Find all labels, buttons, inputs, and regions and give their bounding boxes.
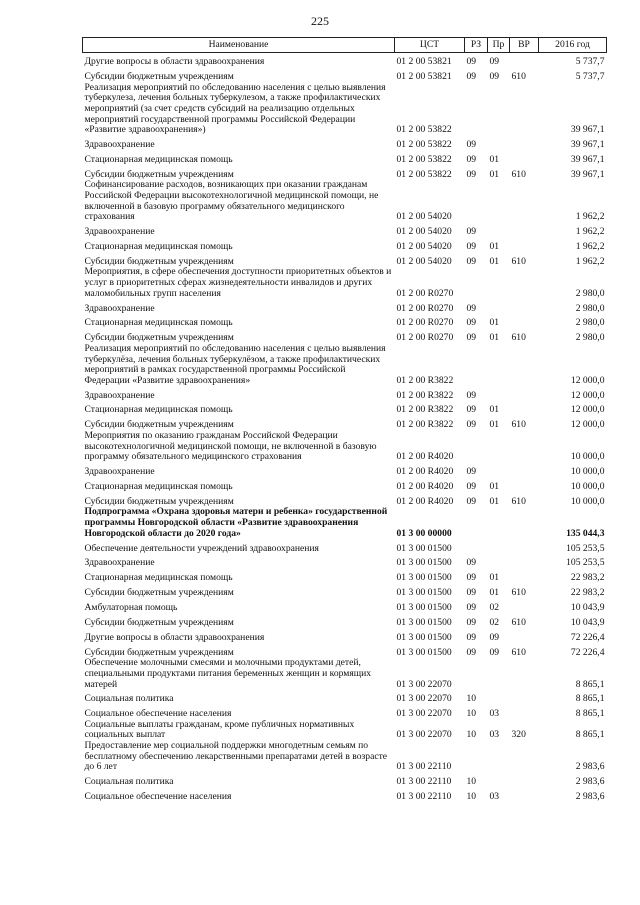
row-vr-code <box>510 507 539 539</box>
row-pr-code <box>488 554 510 569</box>
row-rz-code: 09 <box>466 466 477 478</box>
row-amount: 8 865,1 <box>575 693 605 705</box>
row-cst-code: 01 3 00 22110 <box>396 761 452 773</box>
row-rz-code: 10 <box>466 791 477 803</box>
table-row <box>83 493 607 508</box>
row-rz-code <box>465 83 488 136</box>
row-amount: 22 983,2 <box>570 572 605 584</box>
table-row <box>83 136 607 151</box>
row-cst-code: 01 2 00 R0270 <box>396 317 454 329</box>
row-cst-code: 01 3 00 22110 <box>396 776 452 788</box>
row-amount: 39 967,1 <box>570 153 605 165</box>
row-cst-code: 01 2 00 R3822 <box>396 374 454 386</box>
row-amount: 5 737,7 <box>575 56 605 68</box>
row-name: Другие вопросы в области здравоохранения <box>84 631 265 643</box>
row-vr-code <box>510 690 539 705</box>
row-amount: 2 983,6 <box>575 791 605 803</box>
row-vr-code: 610 <box>511 332 526 344</box>
row-rz-code: 10 <box>466 693 477 705</box>
row-cst-code: 01 2 00 53822 <box>396 124 452 136</box>
row-amount: 10 043,9 <box>570 602 605 614</box>
row-rz-code: 09 <box>466 404 477 416</box>
row-amount: 10 000,0 <box>570 480 605 492</box>
row-vr-code <box>510 53 539 68</box>
row-name: Социальное обеспечение населения <box>84 708 232 720</box>
row-name: Предоставление мер социальной поддержки многодетным семьям по бесплатному обеспечению лекарственными препаратами детей в возрасте до 6 лет <box>84 741 388 773</box>
row-pr-code <box>488 690 510 705</box>
row-pr-code <box>488 463 510 478</box>
table-row <box>83 584 607 599</box>
table-row <box>83 463 607 478</box>
table-row <box>83 741 607 773</box>
row-amount: 8 865,1 <box>575 708 605 720</box>
row-vr-code <box>510 386 539 401</box>
row-pr-code: 01 <box>489 153 500 165</box>
row-rz-code: 09 <box>466 419 477 431</box>
row-cst-code: 01 3 00 01500 <box>396 572 452 584</box>
row-cst-code: 01 2 00 54020 <box>396 211 452 223</box>
row-name: Субсидии бюджетным учреждениям <box>84 419 234 431</box>
row-vr-code <box>510 788 539 803</box>
row-vr-code <box>510 554 539 569</box>
table-row <box>83 643 607 658</box>
row-vr-code <box>510 151 539 166</box>
row-name: Субсидии бюджетным учреждениям <box>84 71 234 83</box>
row-vr-code <box>510 238 539 253</box>
row-vr-code <box>510 299 539 314</box>
row-cst-code: 01 2 00 R3822 <box>396 389 454 401</box>
row-vr-code <box>510 223 539 238</box>
row-name: Обеспечение деятельности учреждений здравоохранения <box>84 542 319 554</box>
row-amount: 1 962,2 <box>575 211 605 223</box>
row-pr-code: 01 <box>489 332 500 344</box>
row-pr-code: 09 <box>489 646 500 658</box>
row-name: Субсидии бюджетным учреждениям <box>84 168 234 180</box>
row-pr-code <box>488 741 510 773</box>
table-row <box>83 614 607 629</box>
row-vr-code <box>510 314 539 329</box>
row-amount: 12 000,0 <box>570 374 605 386</box>
row-rz-code: 09 <box>466 495 477 507</box>
row-pr-code: 09 <box>489 631 500 643</box>
row-amount: 2 980,0 <box>575 302 605 314</box>
table-body <box>83 53 607 803</box>
row-vr-code: 610 <box>511 419 526 431</box>
row-vr-code <box>510 180 539 222</box>
row-vr-code <box>510 401 539 416</box>
row-vr-code <box>510 539 539 554</box>
row-amount: 2 983,6 <box>575 776 605 788</box>
row-vr-code <box>510 773 539 788</box>
row-amount: 8 865,1 <box>575 729 605 741</box>
row-rz-code <box>465 539 488 554</box>
row-name: Субсидии бюджетным учреждениям <box>84 495 234 507</box>
row-rz-code: 09 <box>466 602 477 614</box>
row-cst-code: 01 2 00 R4020 <box>396 495 454 507</box>
row-rz-code: 09 <box>466 226 477 238</box>
row-cst-code: 01 2 00 R0270 <box>396 287 454 299</box>
column-header-sum: 2016 год <box>539 38 607 53</box>
row-amount: 39 967,1 <box>570 168 605 180</box>
row-pr-code: 02 <box>489 616 500 628</box>
row-vr-code: 610 <box>511 646 526 658</box>
row-rz-code: 09 <box>466 616 477 628</box>
row-vr-code: 320 <box>511 729 526 741</box>
column-header-rz: РЗ <box>465 38 488 53</box>
row-vr-code <box>510 463 539 478</box>
row-name: Стационарная медицинская помощь <box>84 317 233 329</box>
row-amount: 105 253,5 <box>566 542 605 554</box>
row-name: Здравоохранение <box>84 302 155 314</box>
row-amount: 39 967,1 <box>570 124 605 136</box>
row-name: Субсидии бюджетным учреждениям <box>84 616 234 628</box>
table-row <box>83 223 607 238</box>
row-amount: 12 000,0 <box>570 419 605 431</box>
row-name: Софинансирование расходов, возникающих при оказании гражданам Российской Федерации высокотехнологичной медицинской помощи, не включенной в базовую программу обязательного медицинского страхования <box>84 180 379 223</box>
row-name: Социальное обеспечение населения <box>84 791 232 803</box>
row-cst-code: 01 2 00 R0270 <box>396 302 454 314</box>
row-rz-code: 09 <box>466 255 477 267</box>
table-row <box>83 166 607 181</box>
table-row <box>83 180 607 222</box>
table-row <box>83 386 607 401</box>
row-vr-code <box>510 599 539 614</box>
row-pr-code <box>488 386 510 401</box>
row-rz-code: 09 <box>466 480 477 492</box>
row-cst-code: 01 3 00 01500 <box>396 602 452 614</box>
row-amount: 72 226,4 <box>570 631 605 643</box>
row-cst-code: 01 2 00 R4020 <box>396 466 454 478</box>
row-pr-code <box>488 299 510 314</box>
table-row <box>83 53 607 68</box>
row-rz-code <box>465 741 488 773</box>
row-rz-code <box>465 658 488 690</box>
table-row <box>83 299 607 314</box>
row-pr-code: 01 <box>489 572 500 584</box>
row-pr-code: 01 <box>489 480 500 492</box>
row-cst-code: 01 3 00 01500 <box>396 542 452 554</box>
row-rz-code: 09 <box>466 71 477 83</box>
row-amount: 135 044,3 <box>566 527 605 539</box>
table-row <box>83 401 607 416</box>
row-vr-code: 610 <box>511 255 526 267</box>
row-pr-code <box>488 83 510 136</box>
row-name: Субсидии бюджетным учреждениям <box>84 255 234 267</box>
row-vr-code <box>510 705 539 720</box>
row-pr-code: 03 <box>489 708 500 720</box>
row-pr-code: 03 <box>489 791 500 803</box>
row-vr-code <box>510 569 539 584</box>
row-name: Стационарная медицинская помощь <box>84 572 233 584</box>
row-amount: 1 962,2 <box>575 240 605 252</box>
row-amount: 2 980,0 <box>575 317 605 329</box>
row-cst-code: 01 2 00 53822 <box>396 139 452 151</box>
row-name: Субсидии бюджетным учреждениям <box>84 332 234 344</box>
row-rz-code: 10 <box>466 776 477 788</box>
row-rz-code: 10 <box>466 729 477 741</box>
row-name: Стационарная медицинская помощь <box>84 240 233 252</box>
row-rz-code <box>465 267 488 299</box>
row-rz-code <box>465 180 488 222</box>
row-amount: 8 865,1 <box>575 678 605 690</box>
row-pr-code: 03 <box>489 729 500 741</box>
table-row <box>83 267 607 299</box>
row-name: Другие вопросы в области здравоохранения <box>84 56 265 68</box>
row-cst-code: 01 3 00 22070 <box>396 708 452 720</box>
row-name: Обеспечение молочными смесями и молочными продуктами детей, специальными продуктами питания беременных женщин и кормящих матерей <box>84 658 372 690</box>
row-name: Здравоохранение <box>84 557 155 569</box>
row-name: Мероприятия, в сфере обеспечения доступности приоритетных объектов и услуг в приоритетных сферах жизнедеятельности инвалидов и других маломобильных групп населения <box>84 267 392 299</box>
row-pr-code: 01 <box>489 168 500 180</box>
row-vr-code <box>510 136 539 151</box>
row-name: Социальная политика <box>84 776 174 788</box>
row-vr-code: 610 <box>511 587 526 599</box>
row-cst-code: 01 2 00 53821 <box>396 71 452 83</box>
row-cst-code: 01 3 00 01500 <box>396 557 452 569</box>
row-rz-code: 09 <box>466 557 477 569</box>
table-row <box>83 599 607 614</box>
row-amount: 10 000,0 <box>570 495 605 507</box>
row-amount: 10 000,0 <box>570 451 605 463</box>
row-name: Социальная политика <box>84 693 174 705</box>
page-number: 225 <box>311 14 329 28</box>
budget-table <box>82 37 607 803</box>
table-row <box>83 507 607 539</box>
row-vr-code: 610 <box>511 168 526 180</box>
row-vr-code <box>510 741 539 773</box>
row-amount: 10 000,0 <box>570 466 605 478</box>
row-rz-code <box>465 507 488 539</box>
row-rz-code <box>465 431 488 463</box>
row-pr-code <box>488 773 510 788</box>
row-amount: 1 962,2 <box>575 255 605 267</box>
table-row <box>83 238 607 253</box>
row-amount: 39 967,1 <box>570 139 605 151</box>
row-vr-code: 610 <box>511 71 526 83</box>
row-rz-code: 09 <box>466 317 477 329</box>
row-name: Социальные выплаты гражданам, кроме публичных нормативных социальных выплат <box>84 719 355 741</box>
table-row <box>83 658 607 690</box>
row-name: Мероприятия по оказанию гражданам Российской Федерации высокотехнологичной медицинской помощи, не включенной в базовую программу обязательного медицинского страхования <box>84 430 377 463</box>
row-name: Здравоохранение <box>84 466 155 478</box>
row-name: Подпрограмма «Охрана здоровья матери и ребенка» государственной программы Новгородской области «Развитие здравоохранения Новгородской области до 2020 года» <box>84 507 388 539</box>
row-name: Здравоохранение <box>84 389 155 401</box>
row-amount: 1 962,2 <box>575 226 605 238</box>
row-pr-code <box>488 539 510 554</box>
column-header-name: Наименование <box>83 38 395 53</box>
row-pr-code <box>488 267 510 299</box>
row-pr-code: 01 <box>489 495 500 507</box>
row-name: Субсидии бюджетным учреждениям <box>84 646 234 658</box>
row-cst-code: 01 2 00 R3822 <box>396 419 454 431</box>
row-pr-code: 01 <box>489 240 500 252</box>
row-pr-code: 01 <box>489 255 500 267</box>
row-cst-code: 01 2 00 54020 <box>396 226 452 238</box>
row-pr-code <box>488 431 510 463</box>
table-row <box>83 329 607 344</box>
table-row <box>83 253 607 268</box>
row-name: Здравоохранение <box>84 226 155 238</box>
table-row <box>83 705 607 720</box>
row-cst-code: 01 2 00 R3822 <box>396 404 454 416</box>
row-vr-code <box>510 658 539 690</box>
row-rz-code: 09 <box>466 240 477 252</box>
row-rz-code: 09 <box>466 587 477 599</box>
table-row <box>83 629 607 644</box>
row-rz-code: 09 <box>466 139 477 151</box>
row-name: Реализация мероприятий по обследованию населения с целью выявления туберкулёза, лечения больных туберкулёзом, а также профилактических мероприятий в рамках государственной программы Российской Федерации «Развитие здравоохранения» <box>84 343 386 386</box>
row-vr-code <box>510 83 539 136</box>
row-rz-code: 09 <box>466 631 477 643</box>
table-row <box>83 690 607 705</box>
row-cst-code: 01 3 00 22070 <box>396 693 452 705</box>
row-cst-code: 01 2 00 53822 <box>396 168 452 180</box>
row-amount: 2 983,6 <box>575 761 605 773</box>
table-row <box>83 314 607 329</box>
row-rz-code: 09 <box>466 302 477 314</box>
row-name: Амбулаторная помощь <box>84 602 178 614</box>
row-vr-code: 610 <box>511 495 526 507</box>
row-rz-code: 09 <box>466 168 477 180</box>
table-row <box>83 720 607 741</box>
row-rz-code: 09 <box>466 332 477 344</box>
row-cst-code: 01 2 00 R0270 <box>396 332 454 344</box>
row-vr-code <box>510 267 539 299</box>
row-name: Реализация мероприятий по обследованию населения с целью выявления туберкулеза, лечения больных туберкулезом, а также профилактических мероприятий (за счет средств субсидий на реализацию отдельных мероприятий государственной программы Российской Федерации «Развитие здравоохранения») <box>84 82 386 136</box>
row-pr-code: 02 <box>489 602 500 614</box>
row-pr-code <box>488 658 510 690</box>
row-amount: 105 253,5 <box>566 557 605 569</box>
row-rz-code: 09 <box>466 572 477 584</box>
row-cst-code: 01 2 00 R4020 <box>396 480 454 492</box>
row-pr-code <box>488 180 510 222</box>
row-pr-code <box>488 344 510 386</box>
row-vr-code <box>510 478 539 493</box>
table-row <box>83 478 607 493</box>
row-cst-code: 01 3 00 01500 <box>396 631 452 643</box>
row-cst-code: 01 3 00 22070 <box>396 729 452 741</box>
table-row <box>83 569 607 584</box>
table-row <box>83 151 607 166</box>
row-name: Субсидии бюджетным учреждениям <box>84 587 234 599</box>
row-pr-code <box>488 136 510 151</box>
row-rz-code: 09 <box>466 153 477 165</box>
column-header-cst: ЦСТ <box>395 38 465 53</box>
row-amount: 22 983,2 <box>570 587 605 599</box>
row-pr-code: 01 <box>489 404 500 416</box>
row-pr-code <box>488 223 510 238</box>
table-row <box>83 431 607 463</box>
table-row <box>83 68 607 83</box>
row-cst-code: 01 3 00 22110 <box>396 791 452 803</box>
row-name: Здравоохранение <box>84 139 155 151</box>
row-cst-code: 01 2 00 53822 <box>396 153 452 165</box>
row-cst-code: 01 3 00 01500 <box>396 646 452 658</box>
row-cst-code: 01 2 00 53821 <box>396 56 452 68</box>
row-vr-code <box>510 431 539 463</box>
column-header-pr: Пр <box>488 38 510 53</box>
row-pr-code: 01 <box>489 317 500 329</box>
table-row <box>83 416 607 431</box>
row-pr-code <box>488 507 510 539</box>
row-pr-code: 01 <box>489 587 500 599</box>
table-row <box>83 788 607 803</box>
row-rz-code: 09 <box>466 389 477 401</box>
table-row <box>83 539 607 554</box>
row-pr-code: 01 <box>489 419 500 431</box>
row-pr-code: 09 <box>489 56 500 68</box>
row-rz-code: 10 <box>466 708 477 720</box>
row-name: Стационарная медицинская помощь <box>84 153 233 165</box>
row-cst-code: 01 2 00 54020 <box>396 255 452 267</box>
row-amount: 2 980,0 <box>575 332 605 344</box>
row-name: Стационарная медицинская помощь <box>84 404 233 416</box>
row-vr-code: 610 <box>511 616 526 628</box>
row-cst-code: 01 2 00 R4020 <box>396 451 454 463</box>
row-cst-code: 01 3 00 01500 <box>396 587 452 599</box>
row-amount: 2 980,0 <box>575 287 605 299</box>
row-cst-code: 01 3 00 01500 <box>396 616 452 628</box>
table-row <box>83 554 607 569</box>
row-cst-code: 01 3 00 22070 <box>396 678 452 690</box>
row-amount: 12 000,0 <box>570 404 605 416</box>
row-pr-code: 09 <box>489 71 500 83</box>
row-vr-code <box>510 344 539 386</box>
row-vr-code <box>510 629 539 644</box>
row-amount: 5 737,7 <box>575 71 605 83</box>
row-rz-code: 09 <box>466 56 477 68</box>
table-row <box>83 344 607 386</box>
row-name: Стационарная медицинская помощь <box>84 480 233 492</box>
row-amount: 12 000,0 <box>570 389 605 401</box>
table-row <box>83 83 607 136</box>
row-cst-code: 01 3 00 00000 <box>396 527 452 539</box>
row-rz-code <box>465 344 488 386</box>
row-amount: 72 226,4 <box>570 646 605 658</box>
column-header-vr: ВР <box>510 38 539 53</box>
row-amount: 10 043,9 <box>570 616 605 628</box>
table-row <box>83 773 607 788</box>
table-header <box>83 38 607 53</box>
row-rz-code: 09 <box>466 646 477 658</box>
row-cst-code: 01 2 00 54020 <box>396 240 452 252</box>
